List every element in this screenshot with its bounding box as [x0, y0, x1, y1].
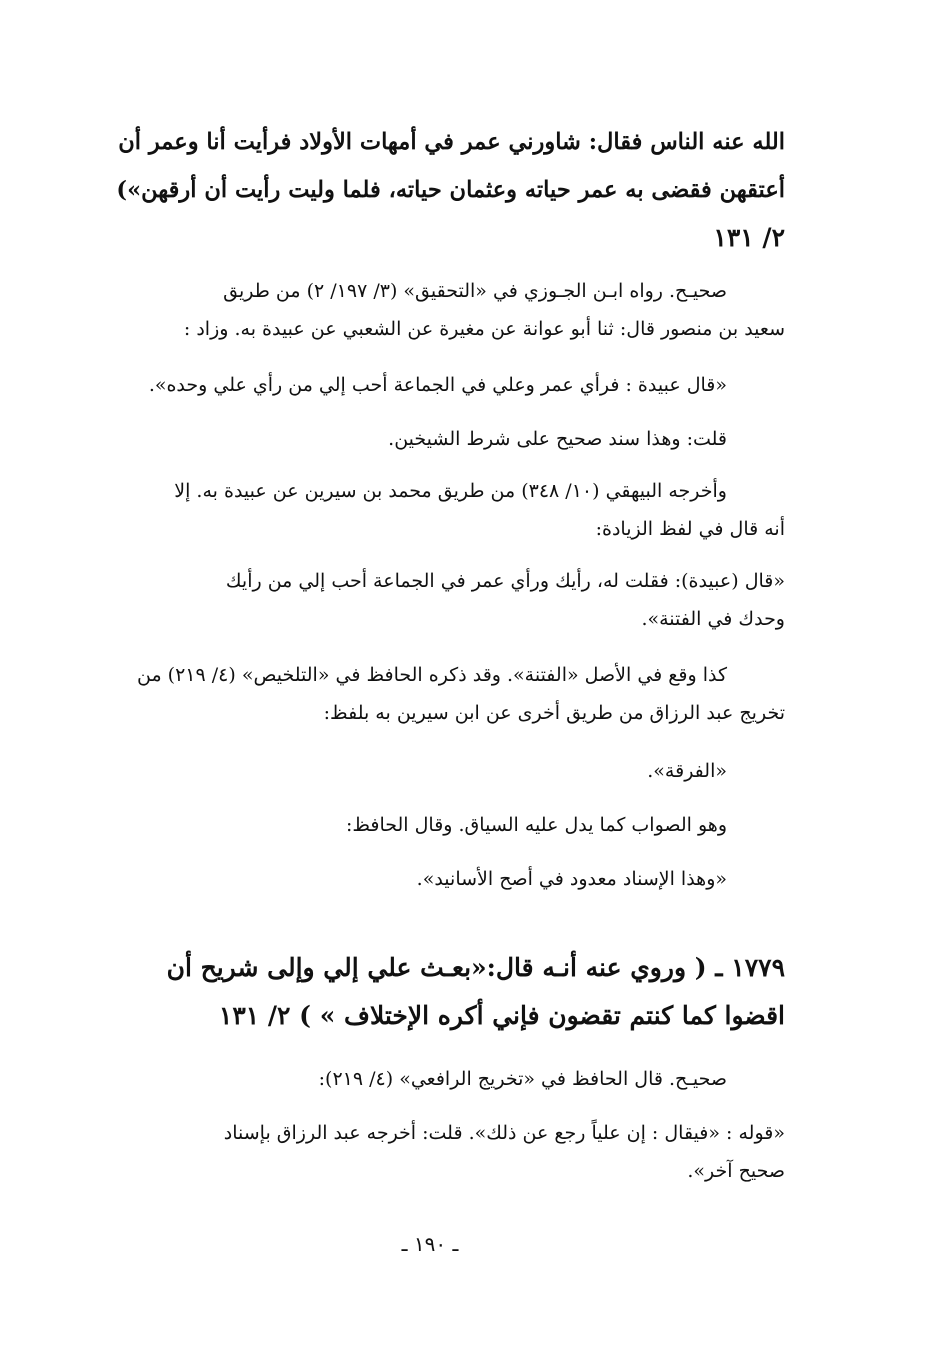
comment-paragraph [105, 806, 785, 844]
quote-paragraph [105, 752, 785, 790]
quote-paragraph [105, 366, 785, 404]
text-line: ٢/ ١٣١ [713, 223, 785, 252]
text-line: وهو الصواب كما يدل عليه السياق. وقال الحافظ: [345, 814, 727, 836]
text-line: سعيد بن منصور قال: ثنا أبو عوانة عن مغيرة عن الشعبي عن عبيدة به. وزاد : [183, 318, 785, 340]
quote-paragraph [105, 562, 785, 638]
quote-paragraph [105, 1114, 785, 1190]
text-line: أنه قال في لفظ الزيادة: [595, 518, 785, 540]
text-line: أعتقهن فقضى به عمر حياته وعثمان حياته، فلما وليت رأيت أن أرقهن») [116, 177, 785, 203]
hadith-1779 [105, 944, 785, 1040]
text-line: قلت: وهذا سند صحيح على شرط الشيخين. [388, 428, 727, 450]
text-line: صحيـح. قال الحافظ في «تخريج الرافعي» (٤/ ٢١٩): [318, 1068, 727, 1090]
hadith-continuation [105, 118, 785, 262]
text-line: تخريج عبد الرزاق من طريق أخرى عن ابن سيرين به بلفظ: [323, 702, 785, 724]
text-line: «قوله : «فيقال : إن علياً رجع عن ذلك». قلت: أخرجه عبد الرزاق بإسناد [223, 1122, 785, 1144]
text-line: الله عنه الناس فقال: شاورني عمر في أمهات الأولاد فرأيت أنا وعمر أن [118, 129, 785, 155]
comment-paragraph [105, 420, 785, 458]
text-line: «الفرقة». [647, 760, 727, 782]
text-line: صحيح آخر». [687, 1160, 785, 1182]
text-line: وأخرجه البيهقي (١٠/ ٣٤٨) من طريق محمد بن سيرين عن عبيدة به. إلا [174, 480, 727, 502]
text-line: «وهذا الإسناد معدود في أصح الأسانيد». [416, 868, 727, 890]
text-line: «قال عبيدة : فرأي عمر وعلي في الجماعة أحب إلي من رأي علي وحده». [148, 374, 727, 396]
takhrij-paragraph [105, 272, 785, 348]
text-line: كذا وقع في الأصل «الفتنة». وقد ذكره الحافظ في «التلخيص» (٤/ ٢١٩) من [137, 664, 727, 686]
quote-paragraph [105, 860, 785, 898]
text-line: وحدك في الفتنة». [641, 608, 785, 630]
page-number: ـ ١٩٠ ـ [401, 1232, 459, 1256]
text-line: اقضوا كما كنتم تقضون فإني أكره الإختلاف » ) ٢/ ١٣١ [218, 1001, 785, 1030]
takhrij-paragraph [105, 1060, 785, 1098]
text-line: «قال (عبيدة): فقلت له، رأيك ورأي عمر في الجماعة أحب إلي من رأيك [225, 570, 785, 592]
comment-paragraph [105, 656, 785, 732]
text-line: ١٧٧٩ ـ ( وروي عنه أنـه قال:«بعـث علي إلي وإلى شريح أن [166, 953, 785, 982]
takhrij-paragraph [105, 472, 785, 548]
text-line: صحيـح. رواه ابـن الجـوزي في «التحقيق» (٣/ ١٩٧/ ٢) من طريق [223, 280, 727, 302]
